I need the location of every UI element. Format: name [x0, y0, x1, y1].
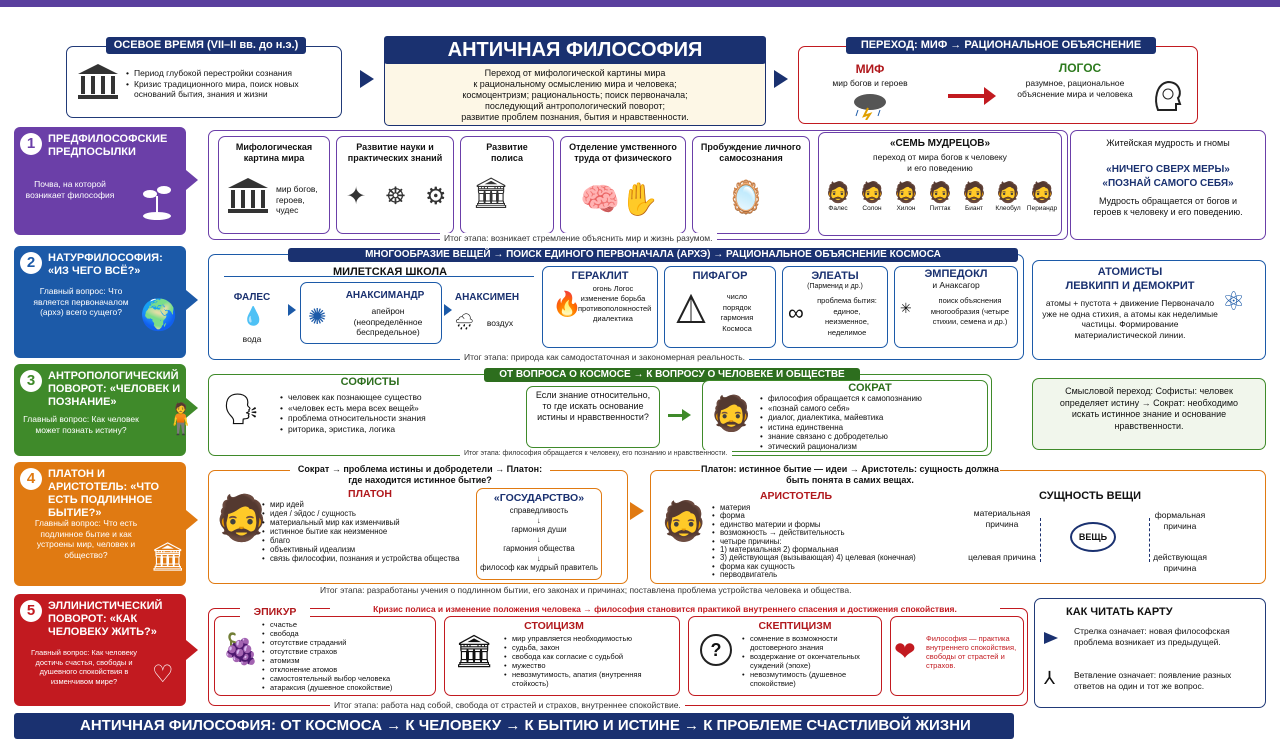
footer-banner: АНТИЧНАЯ ФИЛОСОФИЯ: ОТ КОСМОСА → К ЧЕЛОВЕКУ → К БЫТИЮ И ИСТИНЕ → К ПРОБЛЕМЕ СЧАСТЛИВОЙ ЖИЗНИ — [14, 713, 1014, 739]
axial-time-tag: ОСЕВОЕ ВРЕМЯ (VII–II вв. до н.э.) — [106, 37, 306, 54]
miletus-bracket — [224, 276, 534, 280]
list-item: • четыре причины: — [712, 538, 936, 546]
list-item: • самостоятельный выбор человека — [262, 674, 432, 683]
cause-formal: формальная причина — [1154, 510, 1206, 531]
stoic-list — [504, 634, 676, 688]
plato-list — [262, 500, 462, 563]
speaker-icon: 🗣 — [222, 393, 261, 426]
card-title: Отделение умственного труда от физического — [569, 142, 677, 163]
skeptic-list — [742, 634, 878, 688]
thales-label: ФАЛЕС — [233, 292, 271, 303]
axial-item: • Период глубокой перестройки сознания — [126, 68, 336, 79]
list-item: • отклонение атомов — [262, 665, 432, 674]
list-item: • счастье — [262, 620, 432, 629]
atom-icon: ⚛ — [1222, 286, 1246, 316]
aristotle-intro: Платон: истинное бытие — идеи → Аристотель: сущность должна быть понята в самих вещах. — [701, 464, 999, 485]
stage-4-result: Итог этапа: разработаны учения о подлинном бытии, его законах и причинах; поставлена проблема устройства человека и общества. — [316, 585, 855, 595]
wisdom-quote: «НИЧЕГО СВЕРХ МЕРЫ» — [1106, 164, 1230, 175]
list-item: • идея / эйдос / сущность — [262, 509, 462, 518]
infinity-icon: ∞ — [788, 300, 804, 325]
section-question: Главный вопрос: Как человек может познать истину? — [23, 414, 139, 435]
fire-icon: 🔥 — [552, 291, 582, 318]
arrow-icon — [630, 502, 644, 520]
section-question: Почва, на которой возникает философия — [25, 179, 115, 200]
essence-label: СУЩНОСТЬ ВЕЩИ — [1038, 490, 1142, 502]
section-3-banner: ОТ ВОПРОСА О КОСМОСЕ → К ВОПРОСУ О ЧЕЛОВЕКЕ И ОБЩЕСТВЕ — [484, 368, 860, 382]
mirror-person-icon: 🪞 — [726, 179, 766, 215]
cause-material: материальная причина — [973, 508, 1031, 529]
list-item: • знание связано с добродетелью — [760, 432, 984, 442]
thing-label: ВЕЩЬ — [1078, 532, 1108, 542]
heart-icon: ❤ — [894, 636, 916, 666]
stage-5-result: Итог этапа: работа над собой, свобода от страстей и страхов, внутреннее спокойствие. — [330, 700, 685, 710]
logos-label: ЛОГОС — [1058, 61, 1102, 75]
eleats-label: ЭЛЕАТЫ — [811, 270, 859, 282]
question-text: Если знание относительно, то где искать основание истины и нравственности? — [535, 390, 651, 422]
sophists-list — [280, 392, 480, 434]
heraclitus-label: ГЕРАКЛИТ — [571, 270, 629, 282]
empedocles-label: ЭМПЕДОКЛ — [924, 268, 988, 280]
atomists-label: ЛЕВКИПП И ДЕМОКРИТ — [1065, 280, 1195, 292]
how-to-arrow-text: Стрелка означает: новая философская проблема возникает из предыдущей. — [1074, 626, 1230, 647]
sages-row — [822, 180, 1058, 212]
anaximander-label: АНАКСИМАНДР — [345, 290, 425, 301]
anaximenes-text: воздух — [486, 318, 514, 328]
list-item: • проблема относительности знания — [280, 413, 480, 424]
arrow-icon — [1044, 632, 1058, 644]
anaximenes-label: АНАКСИМЕН — [454, 292, 520, 303]
list-item: • единство материи и формы — [712, 521, 936, 529]
list-item: • объективный идеализм — [262, 545, 462, 554]
section-question: Главный вопрос: Что является первоначалом (архэ) всего сущего? — [33, 286, 129, 317]
empedocles-text: поиск объяснения многообразия (четыре стихии, семена и др.) — [930, 296, 1010, 326]
myth-text: мир богов и героев — [832, 78, 908, 88]
red-arrow-icon — [948, 94, 988, 98]
stage-1-result: Итог этапа: возникает стремление объяснить мир и жизнь разумом. — [440, 233, 717, 243]
section-2-banner: МНОГООБРАЗИЕ ВЕЩЕЙ → ПОИСК ЕДИНОГО ПЕРВОНАЧАЛА (АРХЭ) → РАЦИОНАЛЬНОЕ ОБЪЯСНЕНИЕ КОСМОСА — [288, 248, 1018, 262]
polis-icon: 🏛 — [472, 177, 511, 210]
list-item: • человек как познающее существо — [280, 392, 480, 403]
card-title: Развитие науки и практических знаний — [347, 142, 443, 163]
sage-figure: 🧔 Клеобул — [995, 182, 1021, 212]
stage-2-result: Итог этапа: природа как самодостаточная и закономерная реальность. — [460, 352, 749, 362]
section-number: 2 — [20, 252, 42, 274]
list-item: • благо — [262, 536, 462, 545]
section-title: ЭЛЛИНИСТИЧЕСКИЙ ПОВОРОТ: «КАК ЧЕЛОВЕКУ ЖИТЬ?» — [48, 600, 163, 638]
empedocles-sub: и Анаксагор — [932, 280, 980, 290]
logos-text: разумное, рациональное объяснение мира и человека — [1017, 78, 1133, 99]
state-chain: справедливость ↓ гармония души ↓ гармония общества ↓ философ как мудрый правитель — [480, 506, 598, 572]
wisdom-text: Житейская мудрость и гномы — [1106, 138, 1230, 148]
sprout-icon — [140, 180, 174, 220]
section-number: 4 — [20, 468, 42, 490]
sage-figure: 🧔 Хилон — [893, 182, 919, 212]
list-item: • материальный мир как изменчивый — [262, 518, 462, 527]
transition-tag: ПЕРЕХОД: МИФ → РАЦИОНАЛЬНОЕ ОБЪЯСНЕНИЕ — [846, 37, 1156, 54]
list-item: • атараксия (душевное спокойствие) — [262, 683, 432, 692]
stage-3-result: Итог этапа: философия обращается к человеку, его познанию и нравственности. — [460, 450, 732, 457]
sage-figure: 🧔 Фалес — [825, 182, 851, 212]
eleats-text: проблема бытия: единое, неизменное, неделимое — [817, 296, 877, 337]
section-number: 1 — [20, 133, 42, 155]
aristotle-label: АРИСТОТЕЛЬ — [759, 490, 833, 502]
list-item: • сомнение в возможности достоверного знания — [742, 634, 878, 652]
socrates-label: СОКРАТ — [848, 382, 892, 394]
socrates-portrait-icon: 🧔 — [710, 395, 753, 433]
storm-cloud-icon — [850, 92, 890, 120]
section-5-sidebar — [14, 594, 186, 706]
arrow-icon — [186, 170, 198, 190]
grapes-icon: 🍇 — [222, 633, 260, 666]
arrow-icon — [984, 87, 996, 105]
sage-figure: 🧔 Питтак — [927, 182, 953, 212]
miletus-title: МИЛЕТСКАЯ ШКОЛА — [332, 266, 448, 278]
triangle-icon — [676, 294, 706, 324]
list-item: • материя — [712, 504, 936, 512]
section-number: 5 — [20, 600, 42, 622]
list-item: • истина единственна — [760, 423, 984, 433]
pythagoras-text: число порядок гармония Космоса — [720, 292, 754, 333]
section-question: Главный вопрос: Что есть подлинное бытие и как устроены мир, человек и общество? — [34, 518, 138, 560]
section-title: ПРЕДФИЛОСОФСКИЕ ПРЕДПОСЫЛКИ — [48, 133, 168, 158]
list-item: • невозмутимость, апатия (внутренняя стойкость) — [504, 670, 676, 688]
head-thinking-icon — [1150, 78, 1186, 114]
atomists-text: атомы + пустота + движение Первоначало уже не одна стихия, а атомы как неделимые частицы. Формирование материалистической линии. — [1042, 298, 1218, 340]
column-icon: 🏛 — [454, 633, 495, 669]
plato-label: ПЛАТОН — [348, 488, 392, 500]
wisdom-text: Мудрость обращается от богов и героев к человеку и его поведению. — [1093, 196, 1243, 217]
list-item: • этический рационализм — [760, 442, 984, 452]
top-bar — [0, 0, 1280, 7]
section-5-banner: Кризис полиса и изменение положения человека → философия становится практикой внутреннего спасения и достижения спокойствия. — [330, 604, 1000, 615]
science-icons: ✦ ☸ ⚙ — [346, 183, 453, 210]
cause-lines — [1040, 518, 1150, 562]
arrow-icon — [682, 409, 691, 421]
skeptic-label: СКЕПТИЦИЗМ — [758, 620, 832, 632]
column-icon: 🏛 — [150, 541, 186, 572]
arrow-icon — [186, 398, 198, 418]
section-title: АНТРОПОЛОГИЧЕСКИЙ ПОВОРОТ: «ЧЕЛОВЕК И ПОЗНАНИЕ» — [48, 370, 181, 408]
arrow-icon — [186, 510, 198, 530]
card-title: Мифологическая картина мира — [235, 142, 313, 163]
arrow-icon — [186, 640, 198, 660]
arrow-icon — [288, 304, 296, 316]
plato-portrait-icon: 🧔 — [214, 494, 269, 543]
heraclitus-text: огонь Логос изменение борьба противоположностей диалектика — [578, 284, 652, 323]
water-drop-icon: 💧 — [242, 306, 265, 326]
cloud-icon: 🌧 — [454, 314, 475, 331]
page-title: АНТИЧНАЯ ФИЛОСОФИЯ — [384, 36, 766, 64]
list-item: • форма как сущность — [712, 563, 936, 571]
list-item: • диалог, диалектика, майевтика — [760, 413, 984, 423]
temple-icon — [226, 176, 270, 216]
how-to-branch-text: Ветвление означает: появление разных ответов на один и тот же вопрос. — [1074, 670, 1232, 691]
list-item: • отсутствие страданий — [262, 638, 432, 647]
apeiron-icon: ✺ — [308, 304, 327, 329]
list-item: • возможность → действительность — [712, 529, 936, 537]
list-item: • «познай самого себя» — [760, 404, 984, 414]
practice-text: Философия — практика внутреннего спокойствия, свободы от страстей и страхов. — [926, 634, 1017, 670]
aristotle-list — [712, 504, 936, 580]
section-question: Главный вопрос: Как человеку достичь счастья, свободы и душевного спокойствия в изменчивом мире? — [31, 648, 137, 686]
axial-item: • Кризис традиционного мира, поиск новых оснований бытия, знания и жизни — [126, 79, 336, 100]
epicur-list — [262, 620, 432, 692]
list-item: • мир управляется необходимостью — [504, 634, 676, 643]
epicur-label: ЭПИКУР — [240, 606, 310, 618]
list-item: • отсутствие страхов — [262, 647, 432, 656]
title-description: Переход от мифологической картины мира к рациональному осмыслению мира и человека; космоцентризм; рациональность; поиск первоначала; последующий антропологический поворот; развитие проблем познания, бытия и нравственности. — [461, 68, 689, 122]
globe-icon: 🌍 — [140, 299, 178, 332]
sages-title: «СЕМЬ МУДРЕЦОВ» — [889, 138, 991, 149]
plato-intro: Сократ → проблема истины и добродетели → Платон: где находится истинное бытие? — [290, 464, 550, 485]
list-item: • 1) материальная 2) формальная — [712, 546, 936, 554]
arrow-icon — [360, 70, 374, 88]
semantic-transition-text: Смысловой переход: Софисты: человек определяет истину → Сократ: необходимо искать истинное знание и основание нравственности. — [1059, 386, 1239, 431]
axial-list — [126, 68, 336, 100]
cause-active: действующая причина — [1153, 552, 1207, 573]
anaximander-text: апейрон (неопределённое беспредельное) — [353, 306, 423, 337]
list-item: • связь философии, познания и устройства общества — [262, 554, 462, 563]
sages-text: переход от мира богов к человеку и его поведению — [873, 152, 1007, 173]
socrates-list — [760, 394, 984, 451]
thales-text: вода — [242, 334, 262, 344]
heart-hand-icon: ♡ — [152, 661, 174, 688]
section-3-sidebar — [14, 364, 186, 456]
list-item: • философия обращается к самопознанию — [760, 394, 984, 404]
card-title: Пробуждение личного самосознания — [700, 142, 802, 163]
list-item: • «человек есть мера всех вещей» — [280, 403, 480, 414]
list-item: • атомизм — [262, 656, 432, 665]
branch-icon: ⅄ — [1044, 668, 1055, 688]
temple-icon — [76, 62, 120, 102]
card-text: мир богов, героев, чудес — [276, 184, 318, 215]
list-item: • мир идей — [262, 500, 462, 509]
list-item: • судьба, закон — [504, 643, 676, 652]
pythagoras-label: ПИФАГОР — [692, 270, 748, 282]
list-item: • свобода — [262, 629, 432, 638]
list-item: • свобода как согласие с судьбой — [504, 652, 676, 661]
stoic-label: СТОИЦИЗМ — [524, 620, 584, 632]
cause-goal: целевая причина — [968, 552, 1036, 562]
how-to-read-title: КАК ЧИТАТЬ КАРТУ — [1066, 606, 1173, 618]
section-number: 3 — [20, 370, 42, 392]
list-item: • истинное бытие как неизменное — [262, 527, 462, 536]
question-head-icon: ? — [700, 634, 732, 666]
arrow-icon — [186, 290, 198, 310]
arrow-icon — [774, 70, 788, 88]
list-item: • 3) действующая (вызывающая) 4) целевая (конечная) — [712, 554, 936, 562]
section-title: НАТУРФИЛОСОФИЯ: «ИЗ ЧЕГО ВСЁ?» — [48, 252, 163, 277]
card-title: Развитие полиса — [486, 142, 528, 163]
brain-hand-icon: 🧠✋ — [580, 181, 660, 217]
list-item: • мужество — [504, 661, 676, 670]
wisdom-quote: «ПОЗНАЙ САМОГО СЕБЯ» — [1102, 178, 1234, 189]
myth-label: МИФ — [855, 62, 885, 76]
atomists-label: АТОМИСТЫ — [1097, 266, 1163, 278]
list-item: • форма — [712, 512, 936, 520]
sage-figure: 🧔 Солон — [859, 182, 885, 212]
person-icon: 🧍 — [162, 403, 200, 436]
aristotle-portrait-icon: 🧔 — [660, 501, 708, 543]
sage-figure: 🧔 Периандр — [1026, 182, 1058, 212]
section-title: ПЛАТОН И АРИСТОТЕЛЬ: «ЧТО ЕСТЬ ПОДЛИННОЕ БЫТИЕ?» — [48, 468, 160, 519]
sophists-label: СОФИСТЫ — [340, 376, 400, 388]
list-item: • невозмутимость (душевное спокойствие) — [742, 670, 878, 688]
list-item: • воздержание от окончательных суждений (эпохе) — [742, 652, 878, 670]
list-item: • риторика, эристика, логика — [280, 424, 480, 435]
elements-icon: ✳ — [900, 300, 912, 316]
state-label: «ГОСУДАРСТВО» — [493, 492, 585, 504]
list-item: • перводвигатель — [712, 571, 936, 579]
arrow-icon — [444, 304, 452, 316]
sage-figure: 🧔 Биант — [961, 182, 987, 212]
eleats-sub: (Парменид и др.) — [807, 283, 863, 290]
